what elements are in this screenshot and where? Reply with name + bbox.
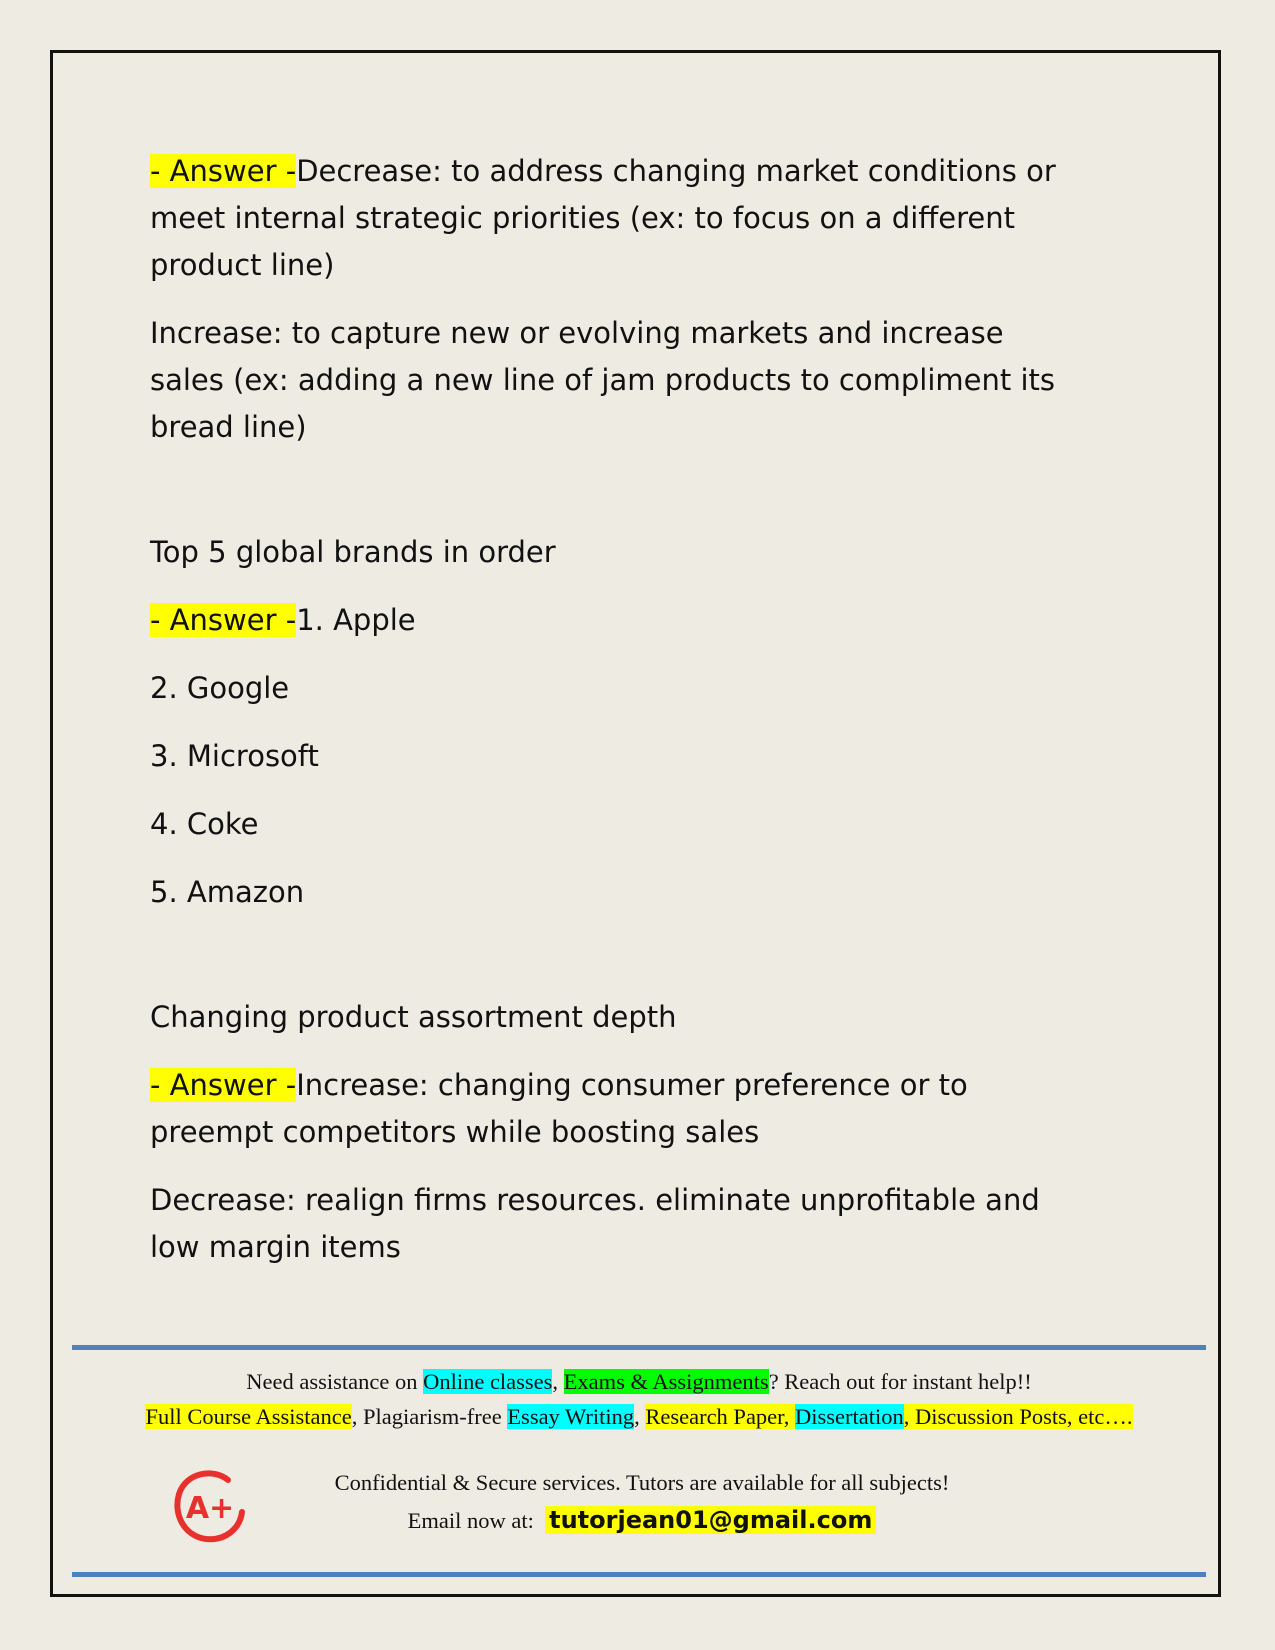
dissertation-link: Dissertation [795, 1404, 904, 1429]
document-body [150, 148, 1080, 1271]
question-heading: Changing product assortment depth [150, 1000, 677, 1034]
full-course-link: Full Course Assistance [145, 1404, 352, 1429]
footer-top-rule [72, 1345, 1206, 1350]
answer-paragraph [150, 1062, 1080, 1156]
list-item: 5. Amazon [150, 875, 305, 909]
footer-text: , [634, 1404, 646, 1429]
list-item: 2. Google [150, 671, 290, 705]
answer-paragraph [150, 597, 1080, 644]
paragraph: Decrease: realign firms resources. eliminate unprofitable and low margin items [150, 1183, 1040, 1264]
footer-text: , [552, 1369, 564, 1394]
answer-label: - Answer - [150, 1068, 297, 1102]
footer-text: Need assistance on [246, 1369, 424, 1394]
email-prefix: Email now at: [407, 1508, 534, 1533]
answer-text: Increase: changing consumer preference or to preempt competitors while boosting sales [150, 1068, 968, 1149]
email-line [292, 1502, 992, 1539]
answer-paragraph [150, 148, 1080, 289]
answer-label: - Answer - [150, 603, 297, 637]
online-classes-link: Online classes [423, 1369, 553, 1394]
exams-assignments-link: Exams & Assignments [563, 1369, 769, 1394]
footer-bottom-rule [72, 1572, 1206, 1577]
footer-text: ? Reach out for instant help!! [768, 1369, 1032, 1394]
discussion-posts-link: , Discussion Posts, etc…. [903, 1404, 1133, 1429]
footer-text: , Plagiarism-free [351, 1404, 508, 1429]
answer-label: - Answer - [150, 154, 297, 188]
list-item: 3. Microsoft [150, 739, 319, 773]
footer-line-1 [72, 1364, 1206, 1400]
answer-text: Decrease: to address changing market conditions or meet internal strategic priorities (ex: to focus on a different product line) [150, 154, 1056, 282]
research-paper-link: Research Paper, [645, 1404, 790, 1429]
paragraph: Increase: to capture new or evolving markets and increase sales (ex: adding a new line of jam products to compliment its bread line) [150, 316, 1055, 444]
a-plus-logo-icon [170, 1466, 250, 1546]
list-item: 4. Coke [150, 807, 259, 841]
email-link[interactable]: tutorjean01@gmail.com [545, 1506, 876, 1534]
footer-line-2 [72, 1399, 1206, 1435]
logo-text: A+ [185, 1491, 235, 1526]
question-heading: Top 5 global brands in order [150, 535, 556, 569]
list-item: 1. Apple [296, 603, 416, 637]
essay-writing-link: Essay Writing [507, 1404, 635, 1429]
confidential-line: Confidential & Secure services. Tutors are available for all subjects! [334, 1470, 950, 1495]
